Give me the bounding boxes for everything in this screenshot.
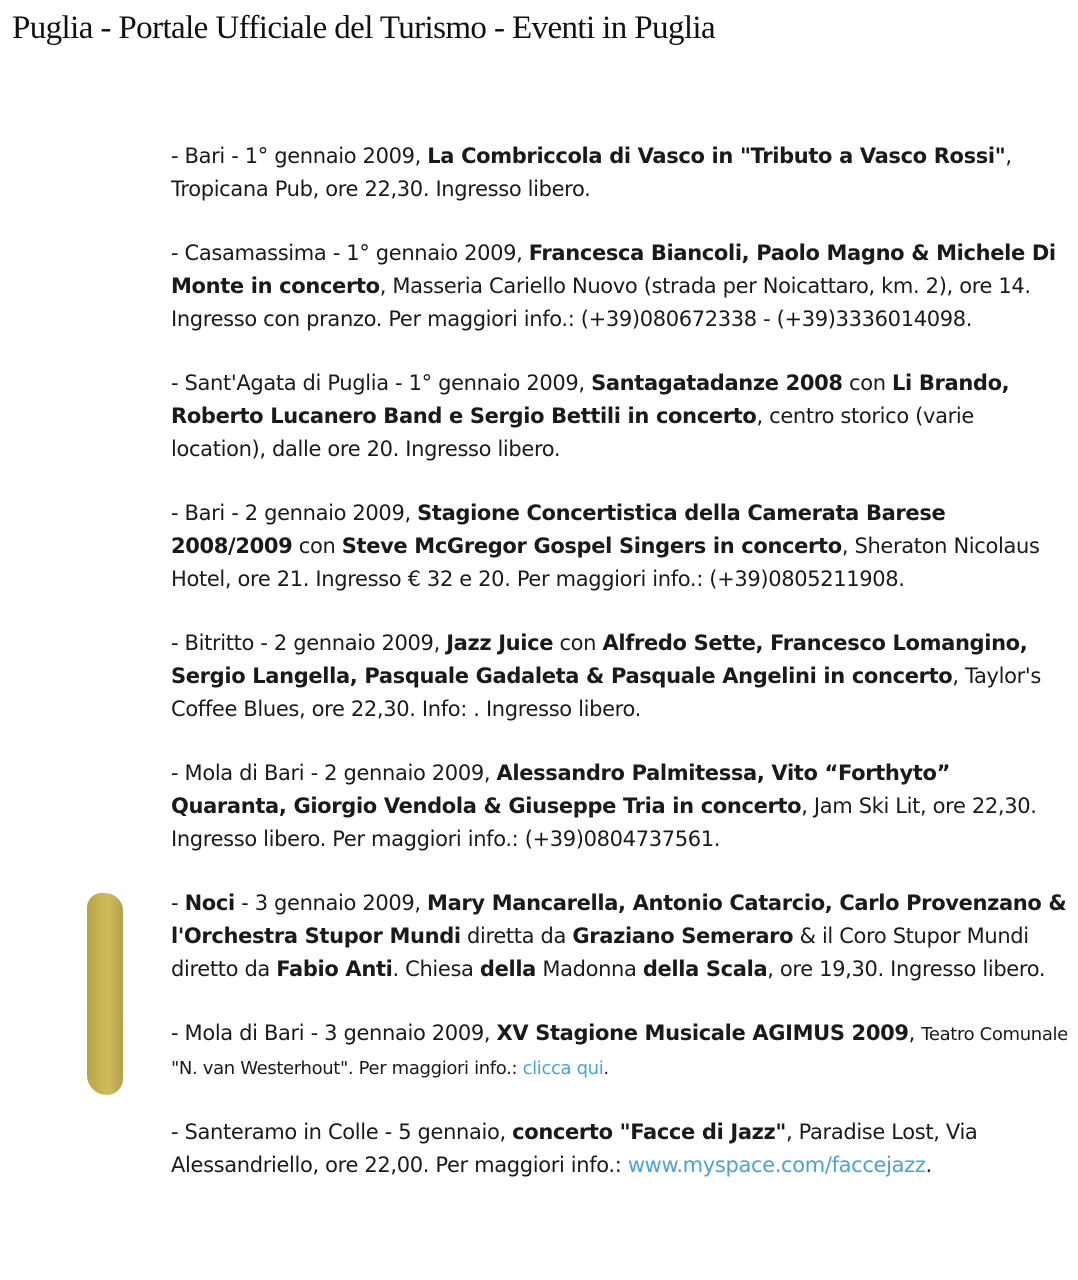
event-item: - Noci - 3 gennaio 2009, Mary Mancarella, Antonio Catarcio, Carlo Provenzano & l'Orchestra Stupor Mundi diretta da Graziano Semeraro & il Coro Stupor Mundi diretto da Fabio Anti. Chiesa della Madonna della Scala, ore 19,30. Ingresso libero. [171,891,1067,981]
events-list [171,140,1071,1213]
info-link[interactable]: clicca qui [522,1058,604,1079]
page-title: Puglia - Portale Ufficiale del Turismo - Eventi in Puglia [12,10,716,46]
event-item: - Bari - 2 gennaio 2009, Stagione Concertistica della Camerata Barese 2008/2009 con Steve McGregor Gospel Singers in concerto, Sheraton Nicolaus Hotel, ore 21. Ingresso € 32 e 20. Per maggiori info.: (+39)0805211908. [171,501,1040,591]
event-item: - Bari - 1° gennaio 2009, La Combriccola di Vasco in "Tributo a Vasco Rossi", Tropicana Pub, ore 22,30. Ingresso libero. [171,144,1012,201]
event-item: - Bitritto - 2 gennaio 2009, Jazz Juice con Alfredo Sette, Francesco Lomangino, Sergio Langella, Pasquale Gadaleta & Pasquale Angelini in concerto, Taylor's Coffee Blues, ore 22,30. Info: . Ingresso libero. [171,631,1041,721]
event-item: - Mola di Bari - 2 gennaio 2009, Alessandro Palmitessa, Vito “Forthyto” Quaranta, Giorgio Vendola & Giuseppe Tria in concerto, Jam Ski Lit, ore 22,30. Ingresso libero. Per maggiori info.: (+39)0804737561. [171,761,1037,851]
event-item: - Casamassima - 1° gennaio 2009, Francesca Biancoli, Paolo Magno & Michele Di Monte in concerto, Masseria Cariello Nuovo (strada per Noicattaro, km. 2), ore 14. Ingresso con pranzo. Per maggiori info.: (+39)080672338 - (+39)3336014098. [171,241,1056,331]
event-item: - Mola di Bari - 3 gennaio 2009, XV Stagione Musicale AGIMUS 2009, Teatro Comunale "N. van Westerhout". Per maggiori info.: clicca qui. [171,1021,1068,1079]
event-item: - Sant'Agata di Puglia - 1° gennaio 2009, Santagatadanze 2008 con Li Brando, Roberto Lucanero Band e Sergio Bettili in concerto, centro storico (varie location), dalle ore 20. Ingresso libero. [171,371,1010,461]
event-item: - Santeramo in Colle - 5 gennaio, concerto "Facce di Jazz", Paradise Lost, Via Alessandriello, ore 22,00. Per maggiori info.: www.myspace.com/faccejazz. [171,1120,978,1177]
myspace-link[interactable]: www.myspace.com/faccejazz [627,1153,926,1177]
highlighter-mark [87,893,123,1095]
